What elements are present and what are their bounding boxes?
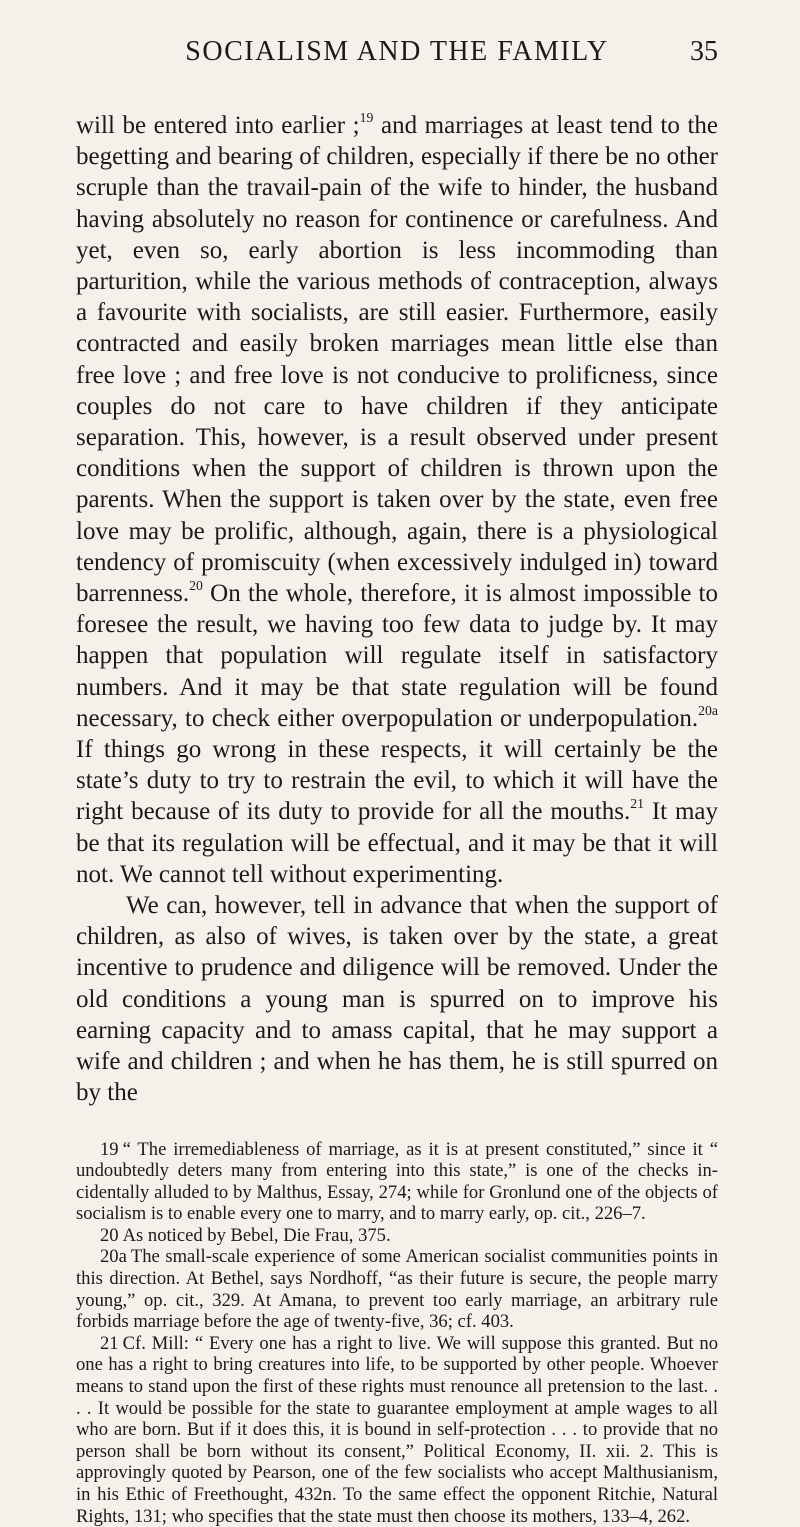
paragraph-1 — [76, 110, 718, 890]
paragraph-1-part-d: If things go wrong in these respects, it will certainly be the state’s duty to try to restrain the evil, to which it will have the right because of its duty to provide for all the mouths. — [76, 736, 718, 825]
paragraph-1-part-b: and marriages at least tend to the begetting and bearing of children, especially if there be no other scruple than the travail-pain of the wife to hinder, the husband having absolutely no reason for continence or carefulness. And yet, even so, early abortion is less incommoding than parturition, while the various methods of contraception, always a favourite with socialists, are still easier. Furthermore, easily contracted and easily broken marriages mean little else than free love ; and free love is not conducive to prolificness, since couples do not care to have children if they anticipate separation. This, however, is a result observed under present conditions when the support of children is thrown upon the parents. When the support is taken over by the state, even free love may be prolific, although, again, there is a physiological tendency of promiscuity (when excessively indulged in) toward barrenness. — [76, 112, 718, 607]
main-text — [76, 110, 718, 1109]
footnote-20-text: As noticed by Bebel, Die Frau, 375. — [123, 1225, 391, 1246]
footnote-ref-19: 19 — [360, 110, 374, 125]
footnote-20a-text: The small-scale experience of some American socialist communities points in this direction. At Bethel, says Nordhoff, “as their future is secure, the people marry young,” op. cit., 329. At Amana, to prevent too early marriage, an arbitrary rule forbids marriage before the age of twenty-five, 36; cf. 403. — [76, 1246, 718, 1332]
footnote-ref-20: 20 — [189, 578, 203, 593]
footnote-19-text: “ The irremediableness of marriage, as it is at present constituted,” since it “ undoubtedly deters many from entering into this state,” is one of the checks incidentally alluded to by Malthus, Essay, 274; while for Gronlund one of the objects of socialism is to enable every one to marry, and to marry early, op. cit., 226–7. — [76, 1139, 718, 1225]
footnote-21-mark: 21 — [100, 1333, 119, 1354]
footnote-20a-mark: 20a — [100, 1246, 127, 1267]
footnote-20 — [76, 1225, 718, 1247]
paragraph-1-part-c: On the whole, therefore, it is almost impossible to foresee the result, we having too few data to judge by. It may happen that population will regulate itself in satisfactory numbers. And it may be that state regulation will be found necessary, to check either overpopulation or underpopulation. — [76, 580, 718, 732]
footnote-20a — [76, 1246, 718, 1332]
footnote-ref-20a: 20a — [698, 703, 718, 718]
footnote-21 — [76, 1333, 718, 1527]
footnote-19-mark: 19 — [100, 1139, 119, 1160]
paragraph-1-part-a: will be entered into earlier ; — [76, 112, 360, 139]
paragraph-2: We can, however, tell in advance that when the support of children, as also of wives, is taken over by the state, a great incentive to prudence and diligence will be removed. Under the old conditions a young man is spurred on to improve his earning capacity and to amass capital, that he may support a wife and children ; and when he has them, he is still spurred on by the — [76, 890, 718, 1108]
paragraph-1-part-e: It may be that its regulation will be effectual, and it may be that it will not. We cannot tell without experimenting. — [76, 798, 718, 887]
footnote-19 — [76, 1139, 718, 1225]
page-number: 35 — [690, 36, 718, 68]
running-title: SOCIALISM AND THE FAMILY — [76, 36, 718, 68]
footnote-ref-21: 21 — [630, 796, 644, 811]
footnote-20-mark: 20 — [100, 1225, 119, 1246]
running-head — [76, 36, 718, 76]
footnote-21-text: Cf. Mill: “ Every one has a right to live. We will suppose this granted. But no one has a right to bring creatures into life, to be supported by other people. Whoever means to stand upon the first of these rights must renounce all pretension to the last. . . . It would be possible for the state to guarantee employment at ample wages to all who are born. But if it does this, it is bound in self-protection . . . to provide that no person shall be born without its consent,” Political Economy, II. xii. 2. This is approvingly quoted by Pearson, one of the few socialists who accept Malthusianism, in his Ethic of Freethought, 432n. To the same effect the opponent Ritchie, Natural Rights, 131; who specifies that the state must then choose its mothers, 133–4, 262. — [76, 1333, 718, 1527]
footnotes — [76, 1139, 718, 1527]
